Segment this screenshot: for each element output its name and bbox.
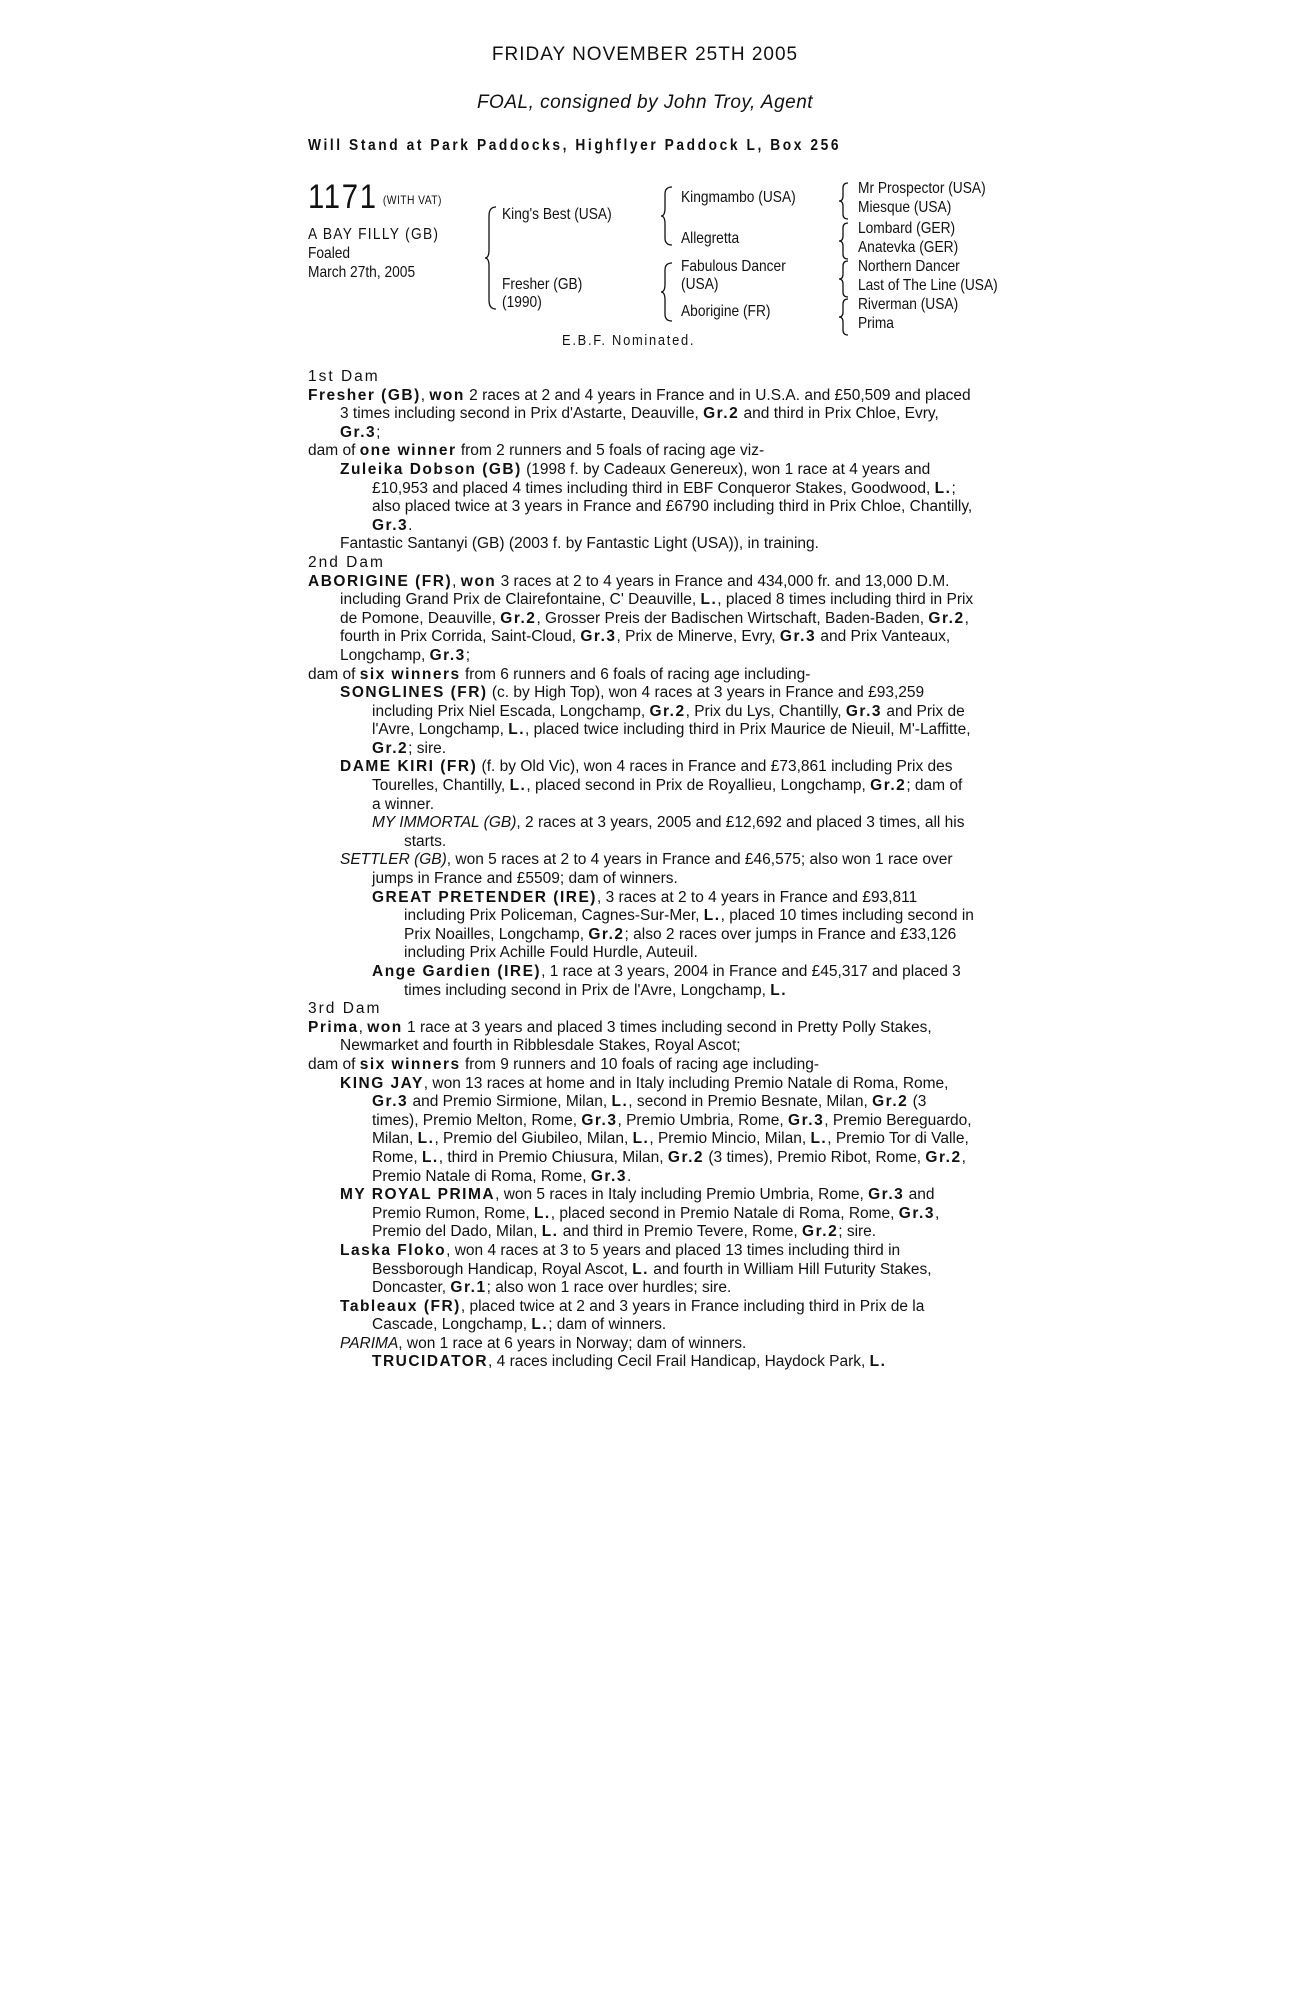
third-dam-record: Prima, won 1 race at 3 years and placed 3 times including second in Pretty Polly Stakes, Newmarket and fourth in Ribblesdale Stakes, Royal Ascot; <box>308 1018 932 1055</box>
horse-description: A BAY FILLY (GB) <box>308 226 440 243</box>
pedigree-dam-year: (1990) <box>502 294 542 311</box>
produce-entry: Laska Floko, won 4 races at 3 to 5 years and placed 13 times including third in Bessborough Handicap, Royal Ascot, L. and fourth in William Hill Futurity Stakes, Doncaster, Gr.1; also won 1 race over hurdles; sire. <box>340 1241 932 1297</box>
second-dam-heading: 2nd Dam <box>308 553 385 571</box>
produce-entry: Tableaux (FR), placed twice at 2 and 3 years in France including third in Prix de la Cascade, Longchamp, L.; dam of winners. <box>340 1297 925 1334</box>
sale-date: FRIDAY NOVEMBER 25TH 2005 <box>491 44 799 65</box>
pedigree-bracket-main <box>484 206 498 310</box>
pedigree-sire: King's Best (USA) <box>502 206 612 223</box>
first-dam-produce-summary: dam of one winner from 2 runners and 5 foals of racing age viz- <box>308 442 765 460</box>
foaled-label: Foaled <box>308 245 351 262</box>
pedigree-g3: Lombard (GER) <box>858 220 956 237</box>
produce-entry: MY IMMORTAL (GB), 2 races at 3 years, 2005 and £12,692 and placed 3 times, all his starts. <box>372 814 965 850</box>
pedigree-dam-dam: Aborigine (FR) <box>681 303 771 320</box>
pedigree-dam-sire <box>681 258 786 294</box>
foaled-date: March 27th, 2005 <box>308 264 416 281</box>
ebf-nominated: E.B.F. Nominated. <box>562 332 696 349</box>
produce-entry: Zuleika Dobson (GB) (1998 f. by Cadeaux Genereux), won 1 race at 4 years and £10,953 and placed 4 times including third in EBF Conqueror Stakes, Goodwood, L.; also placed twice at 3 years in France and £6790 including third in Prix Chloe, Chantilly, Gr.3. <box>340 460 973 534</box>
produce-entry: KING JAY, won 13 races at home and in Italy including Premio Natale di Roma, Rome, Gr.3 and Premio Sirmione, Milan, L., second in Premio Besnate, Milan, Gr.2 (3 times), Premio Melton, Rome, Gr.3, Premio Umbria, Rome, Gr.3, Premio Bereguardo, Milan, L., Premio del Giubileo, Milan, L., Premio Mincio, Milan, L., Premio Tor di Valle, Rome, L., third in Premio Chiusura, Milan, Gr.2 (3 times), Premio Ribot, Rome, Gr.2, Premio Natale di Roma, Rome, Gr.3. <box>340 1074 972 1185</box>
pedigree-bracket-sire <box>660 186 674 246</box>
pedigree-bracket-g2 <box>838 222 850 260</box>
produce-entry: SONGLINES (FR) (c. by High Top), won 4 races at 3 years in France and £93,259 including Prix Niel Escada, Longchamp, Gr.2, Prix du Lys, Chantilly, Gr.3 and Prix de l'Avre, Longchamp, L., placed twice including third in Prix Maurice de Nieuil, M'-Laffitte, Gr.2; sire. <box>340 684 971 757</box>
pedigree-g7: Riverman (USA) <box>858 296 959 313</box>
pedigree-bracket-g3 <box>838 260 850 298</box>
catalogue-body <box>308 368 974 1372</box>
foaled-info <box>308 244 415 282</box>
pedigree-g2: Miesque (USA) <box>858 199 952 216</box>
lot-number-value: 1171 <box>308 178 378 216</box>
third-dam-heading: 3rd Dam <box>308 1000 382 1018</box>
first-dam-record: Fresher (GB), won 2 races at 2 and 4 years in France and in U.S.A. and £50,509 and placed 3 times including second in Prix d'Astarte, Deauville, Gr.2 and third in Prix Chloe, Evry, Gr.3; <box>308 386 971 441</box>
pedigree-dam <box>502 276 582 312</box>
third-dam-produce-summary: dam of six winners from 9 runners and 10 foals of racing age including- <box>308 1055 820 1073</box>
pedigree-dam-name: Fresher (GB) <box>502 276 583 293</box>
produce-entry: TRUCIDATOR, 4 races including Cecil Frail Handicap, Haydock Park, L. <box>372 1353 887 1371</box>
consignor-line: FOAL, consigned by John Troy, Agent <box>476 92 814 113</box>
pedigree-g8: Prima <box>858 315 894 332</box>
second-dam-record: ABORIGINE (FR), won 3 races at 2 to 4 years in France and 434,000 fr. and 13,000 D.M. including Grand Prix de Clairefontaine, C' Deauville, L., placed 8 times including third in Prix de Pomone, Deauville, Gr.2, Grosser Preis der Badischen Wirtschaft, Baden-Baden, Gr.2, fourth in Prix Corrida, Saint-Cloud, Gr.3, Prix de Minerve, Evry, Gr.3 and Prix Vanteaux, Longchamp, Gr.3; <box>308 572 974 664</box>
pedigree-sire-dam: Allegretta <box>681 230 740 247</box>
produce-entry: GREAT PRETENDER (IRE), 3 races at 2 to 4 years in France and £93,811 including Prix Policeman, Cagnes-Sur-Mer, L., placed 10 times including second in Prix Noailles, Longchamp, Gr.2; also 2 races over jumps in France and £33,126 including Prix Achille Fould Hurdle, Auteuil. <box>372 888 974 962</box>
produce-entry: SETTLER (GB), won 5 races at 2 to 4 years in France and £46,575; also won 1 race over jumps in France and £5509; dam of winners. <box>340 851 953 888</box>
pedigree-dam-sire-country: (USA) <box>681 276 719 293</box>
pedigree-bracket-g4 <box>838 298 850 336</box>
produce-entry: Ange Gardien (IRE), 1 race at 3 years, 2004 in France and £45,317 and placed 3 times including second in Prix de l'Avre, Longchamp, L. <box>372 963 961 999</box>
pedigree-g4: Anatevka (GER) <box>858 239 959 256</box>
pedigree-dam-sire-name: Fabulous Dancer <box>681 258 786 275</box>
first-dam-heading: 1st Dam <box>308 368 380 385</box>
pedigree-g6: Last of The Line (USA) <box>858 277 998 294</box>
pedigree-g1: Mr Prospector (USA) <box>858 180 986 197</box>
second-dam-produce-summary: dam of six winners from 6 runners and 6 foals of racing age including- <box>308 665 811 683</box>
pedigree-g5: Northern Dancer <box>858 258 960 275</box>
produce-entry: DAME KIRI (FR) (f. by Old Vic), won 4 races in France and £73,861 including Prix des Tourelles, Chantilly, L., placed second in Prix de Royallieu, Longchamp, Gr.2; dam of a winner. <box>340 758 963 813</box>
lot-number <box>308 178 442 217</box>
produce-entry: Fantastic Santanyi (GB) (2003 f. by Fantastic Light (USA)), in training. <box>340 535 819 553</box>
vat-note: (WITH VAT) <box>382 193 442 207</box>
produce-entry: PARIMA, won 1 race at 6 years in Norway; dam of winners. <box>340 1334 747 1352</box>
pedigree-bracket-dam <box>660 262 674 322</box>
produce-entry: MY ROYAL PRIMA, won 5 races in Italy including Premio Umbria, Rome, Gr.3 and Premio Rumon, Rome, L., placed second in Premio Natale di Roma, Rome, Gr.3, Premio del Dado, Milan, L. and third in Premio Tevere, Rome, Gr.2; sire. <box>340 1186 940 1241</box>
stand-location: Will Stand at Park Paddocks, Highflyer Paddock L, Box 256 <box>308 137 842 154</box>
pedigree-bracket-g1 <box>838 182 850 220</box>
pedigree-sire-sire: Kingmambo (USA) <box>681 189 796 206</box>
first-dam-name: Fresher (GB) <box>308 386 421 404</box>
